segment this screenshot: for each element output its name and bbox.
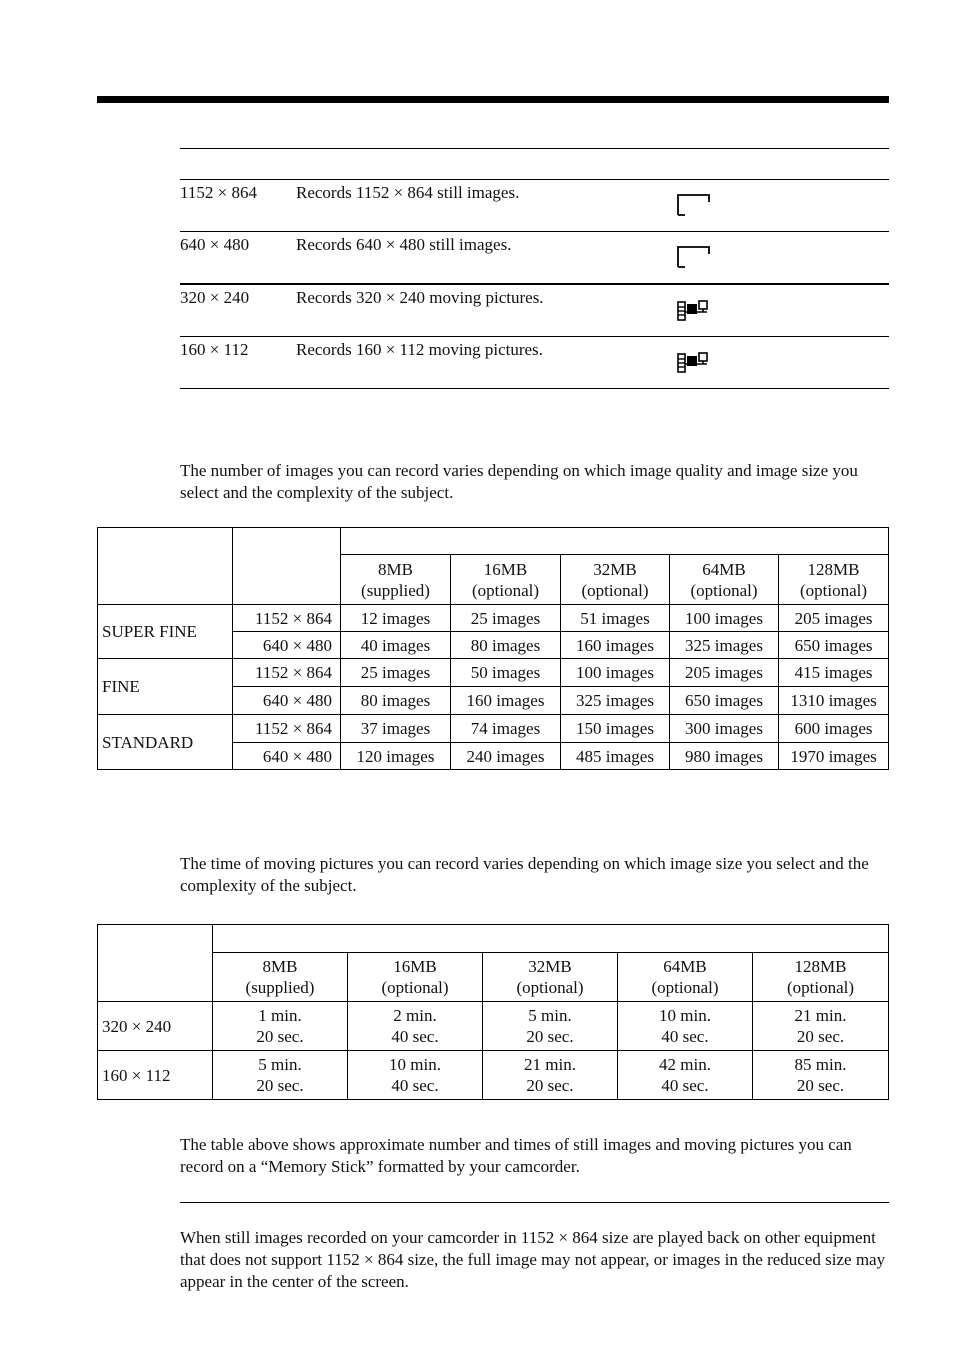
size-cell: 320 × 240 (98, 1002, 213, 1051)
table-row (98, 715, 889, 743)
moving-picture-capacity-table (97, 924, 889, 1100)
count-cell: 37 images (341, 715, 451, 743)
time-cell: 5 min. 20 sec. (213, 1051, 348, 1100)
size-row (180, 232, 889, 284)
count-cell: 650 images (779, 632, 889, 659)
capacity-header-cell: 8MB (supplied) (213, 953, 348, 1002)
count-cell: 325 images (561, 687, 670, 715)
capacity-header-cell: 64MB (optional) (618, 953, 753, 1002)
count-cell: 160 images (561, 632, 670, 659)
time-cell: 5 min. 20 sec. (483, 1002, 618, 1051)
header-blank-cell (98, 528, 233, 605)
count-cell: 40 images (341, 632, 451, 659)
movie-intro-paragraph: The time of moving pictures you can record varies depending on which image size you select and the complexity of the subject. (180, 854, 869, 895)
count-cell: 160 images (451, 687, 561, 715)
header-blank-cell (233, 528, 341, 605)
size-cell: 160 × 112 (98, 1051, 213, 1100)
table-header-row (98, 528, 889, 555)
size-cell: 1152 × 864 (233, 605, 341, 632)
quality-cell: SUPER FINE (98, 605, 233, 659)
size-value: 160 × 112 (180, 340, 249, 359)
count-cell: 415 images (779, 659, 889, 687)
size-cell: 1152 × 864 (233, 715, 341, 743)
count-cell: 1970 images (779, 743, 889, 770)
count-cell: 25 images (451, 605, 561, 632)
capacity-header-cell: 32MB (optional) (483, 953, 618, 1002)
capacity-header-cell: 64MB (optional) (670, 555, 779, 605)
capacity-header-cell: 16MB (optional) (348, 953, 483, 1002)
capacity-header-cell: 8MB (supplied) (341, 555, 451, 605)
quality-cell: FINE (98, 659, 233, 715)
note-divider (180, 1202, 889, 1203)
count-cell: 80 images (451, 632, 561, 659)
count-cell: 150 images (561, 715, 670, 743)
count-cell: 120 images (341, 743, 451, 770)
count-cell: 325 images (670, 632, 779, 659)
size-value: 640 × 480 (180, 235, 250, 254)
size-description: Records 640 × 480 still images. (296, 235, 512, 254)
count-cell: 100 images (670, 605, 779, 632)
capacity-group-header (213, 925, 889, 953)
time-cell: 2 min. 40 sec. (348, 1002, 483, 1051)
still-image-capacity-table (97, 527, 889, 770)
count-cell: 485 images (561, 743, 670, 770)
size-cell: 1152 × 864 (233, 659, 341, 687)
table-header-row (98, 925, 889, 953)
size-row (180, 337, 889, 389)
count-cell: 300 images (670, 715, 779, 743)
size-description: Records 160 × 112 moving pictures. (296, 340, 543, 359)
count-cell: 205 images (779, 605, 889, 632)
count-cell: 980 images (670, 743, 779, 770)
capacity-header-cell: 32MB (optional) (561, 555, 670, 605)
capacity-group-header (341, 528, 889, 555)
count-cell: 650 images (670, 687, 779, 715)
still-image-icon (677, 244, 711, 270)
time-cell: 10 min. 40 sec. (618, 1002, 753, 1051)
count-cell: 100 images (561, 659, 670, 687)
table-row (98, 605, 889, 632)
size-cell: 640 × 480 (233, 632, 341, 659)
size-row (180, 180, 889, 232)
movie-icon (677, 297, 711, 323)
time-cell: 10 min. 40 sec. (348, 1051, 483, 1100)
table-note-paragraph: The table above shows approximate number and times of still images and moving pictures you can record on a “Memory Stick” formatted by your camcorder. (180, 1135, 852, 1176)
time-cell: 42 min. 40 sec. (618, 1051, 753, 1100)
count-cell: 240 images (451, 743, 561, 770)
size-description: Records 1152 × 864 still images. (296, 183, 520, 202)
size-table-bottom-rule (180, 388, 889, 389)
count-cell: 74 images (451, 715, 561, 743)
size-table-top-rule (180, 148, 889, 149)
capacity-header-cell: 128MB (optional) (753, 953, 889, 1002)
header-blank-cell (98, 925, 213, 1002)
count-cell: 1310 images (779, 687, 889, 715)
count-cell: 51 images (561, 605, 670, 632)
capacity-header-cell: 16MB (optional) (451, 555, 561, 605)
time-cell: 21 min. 20 sec. (483, 1051, 618, 1100)
count-cell: 25 images (341, 659, 451, 687)
movie-icon (677, 349, 711, 375)
time-cell: 85 min. 20 sec. (753, 1051, 889, 1100)
count-cell: 12 images (341, 605, 451, 632)
capacity-header-cell: 128MB (optional) (779, 555, 889, 605)
capacity-header-row (98, 953, 889, 1002)
size-value: 1152 × 864 (180, 183, 257, 202)
section-header-bar (97, 96, 889, 103)
still-intro-paragraph: The number of images you can record varies depending on which image quality and image size you select and the complexity of the subject. (180, 461, 858, 502)
size-cell: 640 × 480 (233, 687, 341, 715)
time-cell: 1 min. 20 sec. (213, 1002, 348, 1051)
size-description: Records 320 × 240 moving pictures. (296, 288, 544, 307)
time-cell: 21 min. 20 sec. (753, 1002, 889, 1051)
final-note-paragraph: When still images recorded on your camcorder in 1152 × 864 size are played back on other equipment that does not support 1152 × 864 size, the full image may not appear, or images in the reduced size may appear in the center of the screen. (180, 1228, 886, 1291)
count-cell: 50 images (451, 659, 561, 687)
still-image-icon (677, 192, 711, 218)
count-cell: 80 images (341, 687, 451, 715)
count-cell: 600 images (779, 715, 889, 743)
quality-cell: STANDARD (98, 715, 233, 770)
count-cell: 205 images (670, 659, 779, 687)
table-row (98, 1002, 889, 1051)
table-row (98, 1051, 889, 1100)
size-cell: 640 × 480 (233, 743, 341, 770)
table-row (98, 659, 889, 687)
size-row (180, 285, 889, 337)
size-value: 320 × 240 (180, 288, 250, 307)
